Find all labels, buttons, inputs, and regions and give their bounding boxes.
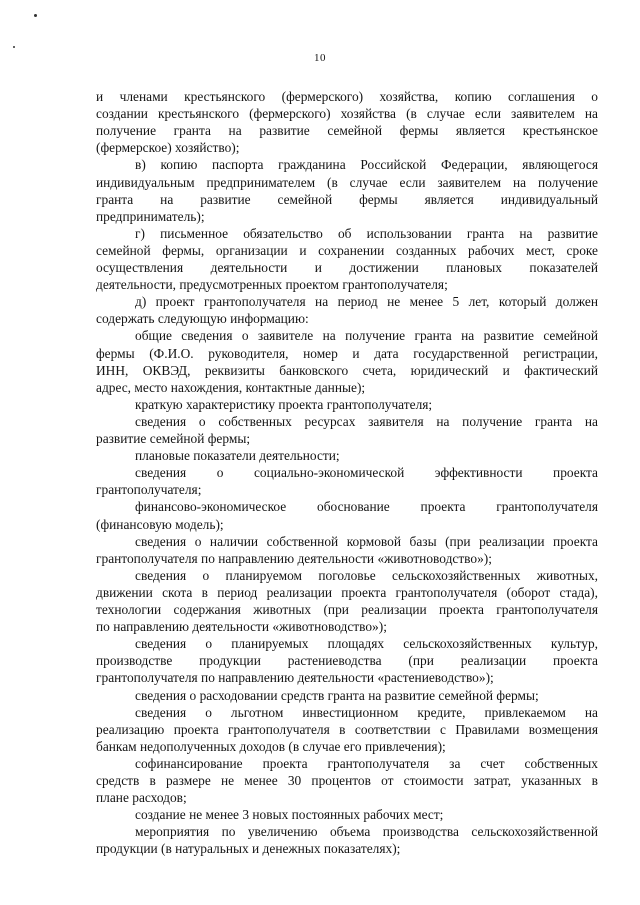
text-line: и членами крестьянского (фермерского) хозяйства, копию соглашения о	[96, 89, 598, 104]
text-line: банкам недополученных доходов (в случае его привлечения);	[96, 738, 446, 754]
text-line: предприниматель);	[96, 208, 205, 224]
text-line: общие сведения о заявителе на получение гранта на развитие семейной	[135, 328, 598, 344]
text-line: содержать следующую информацию:	[96, 311, 309, 327]
text-line: движении скота в период реализации проекта грантополучателя (оборот стада),	[96, 584, 598, 600]
text-line: д) проект грантополучателя на период не менее 5 лет, который должен	[135, 294, 598, 310]
page-number: 10	[314, 52, 326, 64]
text-line: сведения о расходовании средств гранта на развитие семейной фермы;	[135, 687, 539, 703]
text-line: грантополучателя;	[96, 482, 202, 498]
text-line: семейной фермы, организации и сохранении созданных рабочих мест, сроке	[96, 242, 598, 258]
text-line: создании крестьянского (фермерского) хозяйства (в случае если заявителем на	[96, 106, 598, 122]
text-line: получение гранта на развитие семейной фермы является крестьянское	[96, 123, 598, 139]
text-line: продукции (в натуральных и денежных показателях);	[96, 841, 401, 857]
text-line: в) копию паспорта гражданина Российской Федерации, являющегося	[135, 157, 598, 173]
text-line: осуществления деятельности и достижении плановых показателей	[96, 260, 598, 275]
text-line: сведения о социально-экономической эффективности проекта	[135, 465, 598, 481]
text-line: сведения о льготном инвестиционном кредите, привлекаемом на	[135, 704, 598, 720]
text-line: создание не менее 3 новых постоянных рабочих мест;	[135, 807, 444, 823]
text-line: плановые показатели деятельности;	[135, 448, 340, 464]
text-line: софинансирование проекта грантополучателя за счет собственных	[135, 755, 598, 771]
text-line: гранта на развитие семейной фермы является индивидуальный	[96, 191, 598, 207]
text-line: средств в размере не менее 30 процентов от стоимости затрат, указанных в	[96, 773, 598, 788]
scan-speck	[13, 46, 15, 48]
text-line: ИНН, ОКВЭД, реквизиты банковского счета, юридический и фактический	[96, 362, 598, 378]
text-line: краткую характеристику проекта грантополучателя;	[135, 396, 433, 412]
scan-speck	[34, 14, 37, 17]
text-line: индивидуальным предпринимателем (в случае если заявителем на получение	[96, 174, 598, 190]
text-line: сведения о планируемом поголовье сельскохозяйственных животных,	[135, 567, 598, 583]
text-line: грантополучателя по направлению деятельности «животноводство»);	[96, 550, 492, 566]
text-line: фермы (Ф.И.О. руководителя, номер и дата государственной регистрации,	[96, 345, 598, 361]
text-line: сведения о собственных ресурсах заявителя на получение гранта на	[135, 413, 598, 429]
text-line: сведения о планируемых площадях сельскохозяйственных культур,	[135, 636, 598, 652]
text-line: сведения о наличии собственной кормовой базы (при реализации проекта	[135, 533, 598, 549]
text-line: грантополучателя по направлению деятельности «растениеводство»);	[96, 670, 494, 686]
text-line: адрес, место нахождения, контактные данные);	[96, 379, 366, 395]
text-line: г) письменное обязательство об использовании гранта на развитие	[135, 225, 598, 241]
text-line: деятельности, предусмотренных проектом грантополучателя;	[96, 277, 448, 293]
text-line: (фермерское) хозяйство);	[96, 140, 240, 156]
text-line: (финансовую модель);	[96, 516, 224, 532]
text-line: плане расходов;	[96, 790, 187, 806]
text-line: производстве продукции растениеводства (при реализации проекта	[96, 653, 598, 669]
text-line: по направлению деятельности «животноводство»);	[96, 619, 387, 635]
text-line: реализацию проекта грантополучателя в соответствии с Правилами возмещения	[96, 721, 598, 737]
text-line: мероприятия по увеличению объема производства сельскохозяйственной	[135, 824, 598, 840]
text-line: финансово-экономическое обоснование проекта грантополучателя	[135, 499, 598, 515]
text-line: развитие семейной фермы;	[96, 431, 251, 446]
text-line: технологии содержания животных (при реализации проекта грантополучателя	[96, 602, 598, 617]
